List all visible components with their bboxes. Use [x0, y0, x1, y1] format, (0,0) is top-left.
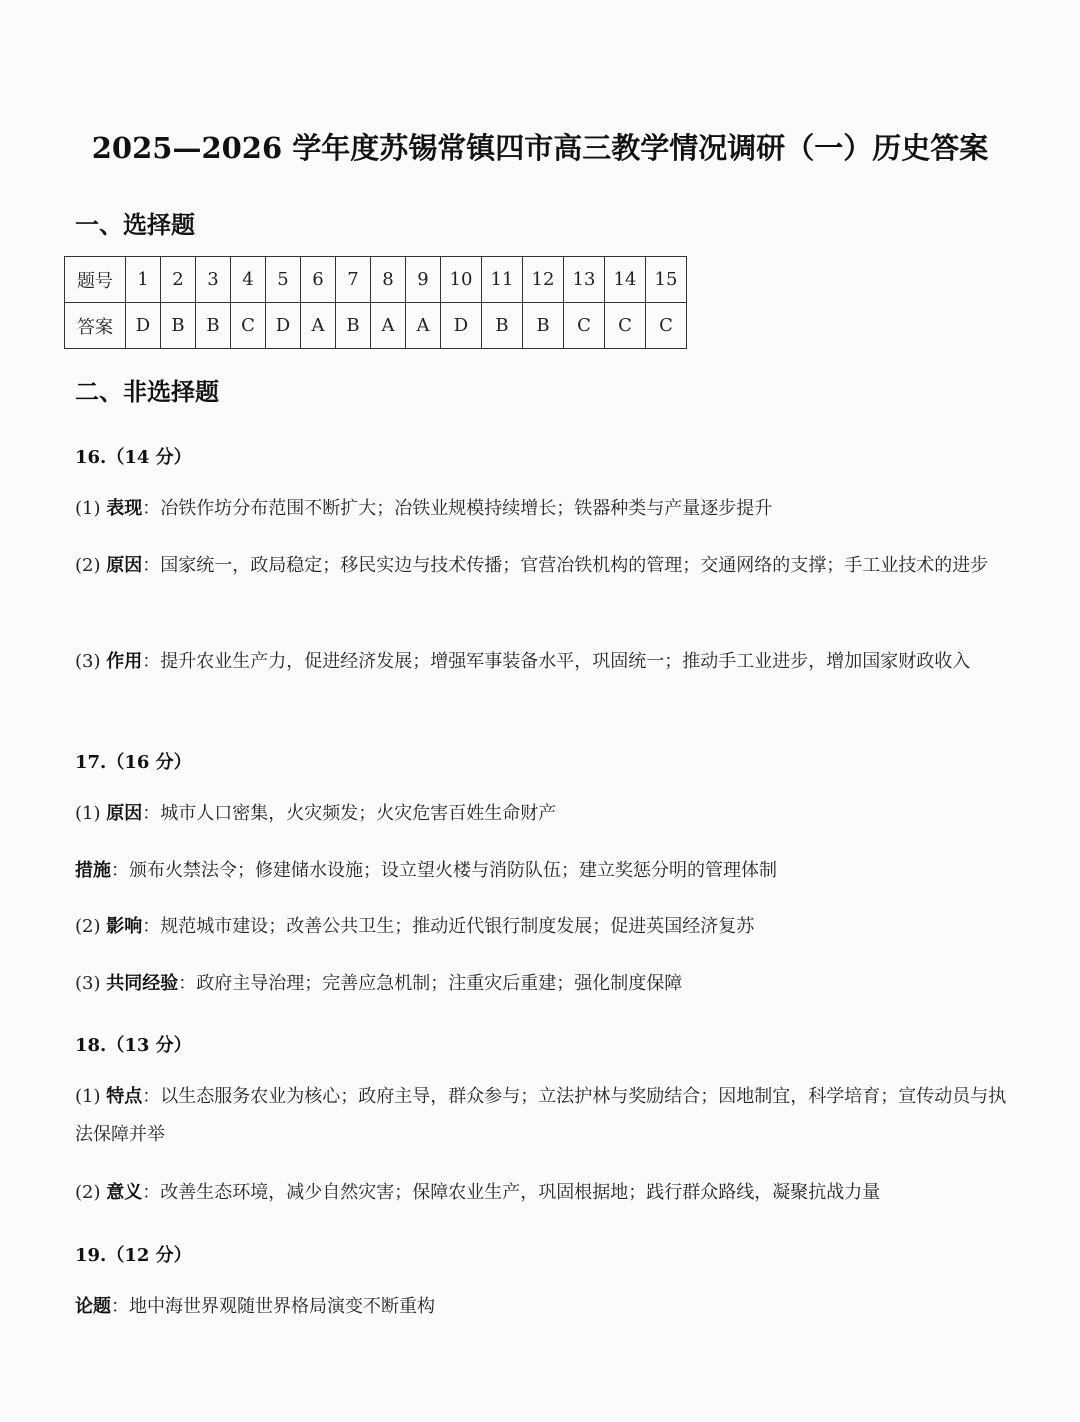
table-cell: 9 — [406, 257, 441, 303]
table-cell: 8 — [371, 257, 406, 303]
table-cell: C — [646, 303, 687, 349]
table-cell: B — [482, 303, 523, 349]
question-17-part-1: (1) 原因：城市人口密集，火灾频发；火灾危害百姓生命财产 — [75, 803, 557, 824]
question-16-part-3: (3) 作用：提升农业生产力，促进经济发展；增强军事装备水平，巩固统一；推动手工业进步，增加国家财政收入 — [75, 651, 971, 672]
table-cell: 10 — [441, 257, 482, 303]
table-cell: D — [126, 303, 161, 349]
table-cell: A — [406, 303, 441, 349]
table-cell: 4 — [231, 257, 266, 303]
page-title: 2025—2026 学年度苏锡常镇四市高三教学情况调研（一）历史答案 — [91, 131, 989, 165]
question-19-thesis: 论题：地中海世界观随世界格局演变不断重构 — [75, 1296, 435, 1317]
table-cell: B — [523, 303, 564, 349]
question-17-measures: 措施：颁布火禁法令；修建储水设施；设立望火楼与消防队伍；建立奖惩分明的管理体制 — [75, 860, 777, 881]
table-cell: C — [231, 303, 266, 349]
table-cell: D — [266, 303, 301, 349]
question-19-heading: 19.（12 分） — [75, 1245, 192, 1266]
table-cell: A — [301, 303, 336, 349]
table-cell: A — [371, 303, 406, 349]
table-cell: 2 — [161, 257, 196, 303]
question-18-heading: 18.（13 分） — [75, 1035, 192, 1056]
table-cell: D — [441, 303, 482, 349]
table-cell: B — [196, 303, 231, 349]
answer-table — [64, 256, 687, 349]
question-16-part-1: (1) 表现：冶铁作坊分布范围不断扩大；冶铁业规模持续增长；铁器种类与产量逐步提升 — [75, 498, 773, 519]
row-label-answer: 答案 — [65, 303, 126, 349]
section-heading-non-choice: 二、非选择题 — [75, 377, 219, 406]
question-16-part-2: (2) 原因：国家统一，政局稳定；移民实边与技术传播；官营冶铁机构的管理；交通网络的支撑；手工业技术的进步 — [75, 555, 989, 576]
table-row-question-numbers — [65, 257, 687, 303]
table-cell: 15 — [646, 257, 687, 303]
table-cell: B — [161, 303, 196, 349]
table-cell: C — [605, 303, 646, 349]
section-heading-multiple-choice: 一、选择题 — [75, 210, 195, 239]
table-cell: 6 — [301, 257, 336, 303]
table-cell: 13 — [564, 257, 605, 303]
table-cell: B — [336, 303, 371, 349]
question-18-part-2: (2) 意义：改善生态环境，减少自然灾害；保障农业生产，巩固根据地；践行群众路线，凝聚抗战力量 — [75, 1182, 881, 1203]
table-cell: 12 — [523, 257, 564, 303]
row-label-question-number: 题号 — [65, 257, 126, 303]
table-cell: 7 — [336, 257, 371, 303]
table-cell: C — [564, 303, 605, 349]
question-16-heading: 16.（14 分） — [75, 447, 192, 468]
table-row-answers — [65, 303, 687, 349]
question-17-part-3: (3) 共同经验：政府主导治理；完善应急机制；注重灾后重建；强化制度保障 — [75, 973, 683, 994]
table-cell: 3 — [196, 257, 231, 303]
question-17-part-2: (2) 影响：规范城市建设；改善公共卫生；推动近代银行制度发展；促进英国经济复苏 — [75, 916, 755, 937]
question-17-heading: 17.（16 分） — [75, 752, 192, 773]
question-18-part-1: (1) 特点：以生态服务农业为核心；政府主导，群众参与；立法护林与奖励结合；因地制宜，科学培育；宣传动员与执法保障并举 — [75, 1086, 1007, 1145]
table-cell: 1 — [126, 257, 161, 303]
table-cell: 5 — [266, 257, 301, 303]
table-cell: 14 — [605, 257, 646, 303]
table-cell: 11 — [482, 257, 523, 303]
